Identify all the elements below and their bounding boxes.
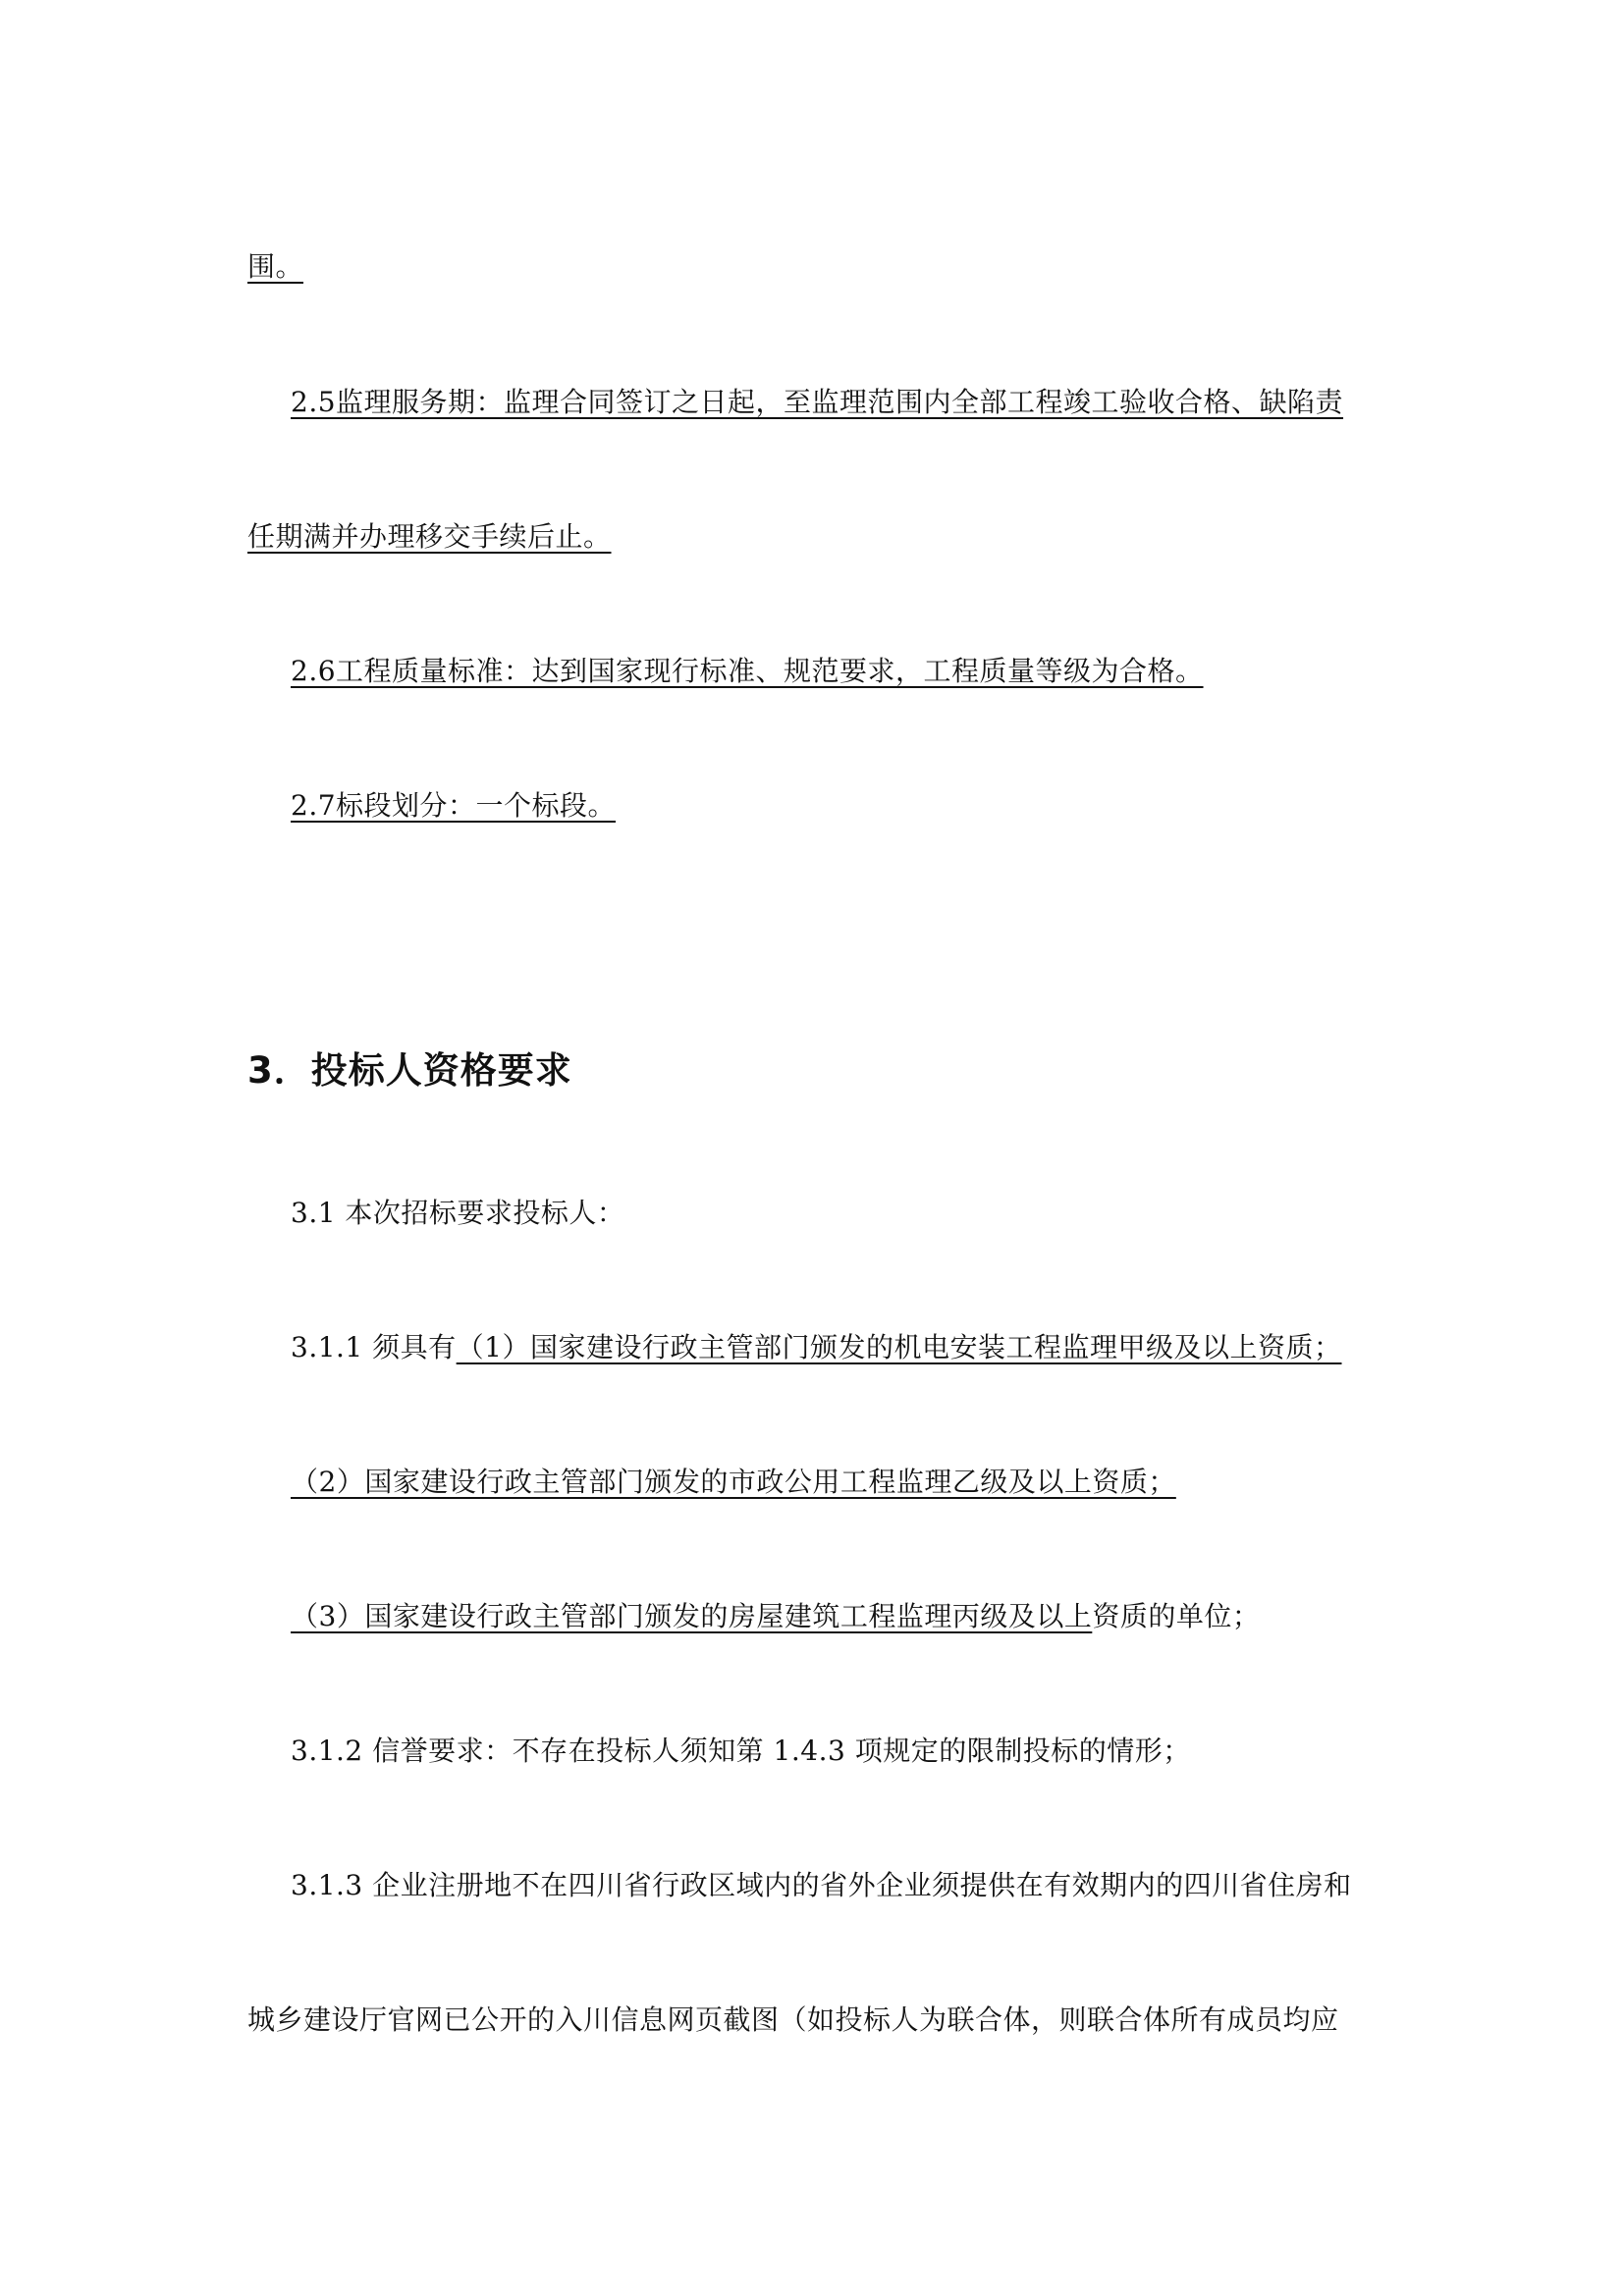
item-2-5-text: 2.5监理服务期：监理合同签订之日起，至监理范围内全部工程竣工验收合格、缺陷责 (291, 386, 1344, 418)
item-2-5-text-cont: 任期满并办理移交手续后止。 (247, 520, 612, 553)
paragraph-continuation (247, 249, 303, 285)
paragraph-2-5-line2 (247, 519, 612, 555)
paragraph-2-6 (291, 654, 1204, 689)
paragraph-2-7 (291, 788, 616, 824)
item-3-1-1-requirement-2: （2）国家建设行政主管部门颁发的市政公用工程监理乙级及以上资质； (291, 1466, 1176, 1498)
item-3-1-1-requirement-3-rest: 资质的单位； (1092, 1600, 1261, 1632)
paragraph-3-1 (291, 1196, 624, 1231)
section-3-heading: 3．投标人资格要求 (247, 1049, 572, 1092)
paragraph-3-1-2 (291, 1734, 1191, 1769)
item-3-1-1-requirement-1: （1）国家建设行政主管部门颁发的机电安装工程监理甲级及以上资质； (456, 1331, 1342, 1363)
continuation-text: 围。 (247, 250, 304, 283)
item-3-1-text: 3.1 本次招标要求投标人： (291, 1197, 625, 1229)
item-2-6-text: 2.6工程质量标准：达到国家现行标准、规范要求，工程质量等级为合格。 (291, 655, 1204, 687)
paragraph-3-1-1-line3 (291, 1599, 1260, 1634)
paragraph-3-1-1-line2 (291, 1465, 1176, 1500)
item-3-1-3-text-cont: 城乡建设厅官网已公开的入川信息网页截图（如投标人为联合体，则联合体所有成员均应 (247, 2003, 1339, 2036)
paragraph-3-1-3-line2 (247, 2002, 1339, 2038)
item-3-1-1-requirement-3: （3）国家建设行政主管部门颁发的房屋建筑工程监理丙级及以上 (291, 1600, 1093, 1632)
item-2-7-text: 2.7标段划分：一个标段。 (291, 789, 617, 822)
paragraph-2-5-line1 (291, 385, 1343, 420)
item-3-1-3-text: 3.1.3 企业注册地不在四川省行政区域内的省外企业须提供在有效期内的四川省住房和 (291, 1869, 1352, 1901)
item-3-1-2-text: 3.1.2 信誉要求：不存在投标人须知第 1.4.3 项规定的限制投标的情形； (291, 1735, 1191, 1767)
item-3-1-1-prefix: 3.1.1 须具有 (291, 1331, 457, 1363)
paragraph-3-1-3-line1 (291, 1868, 1352, 1903)
paragraph-3-1-1-line1 (291, 1330, 1341, 1365)
